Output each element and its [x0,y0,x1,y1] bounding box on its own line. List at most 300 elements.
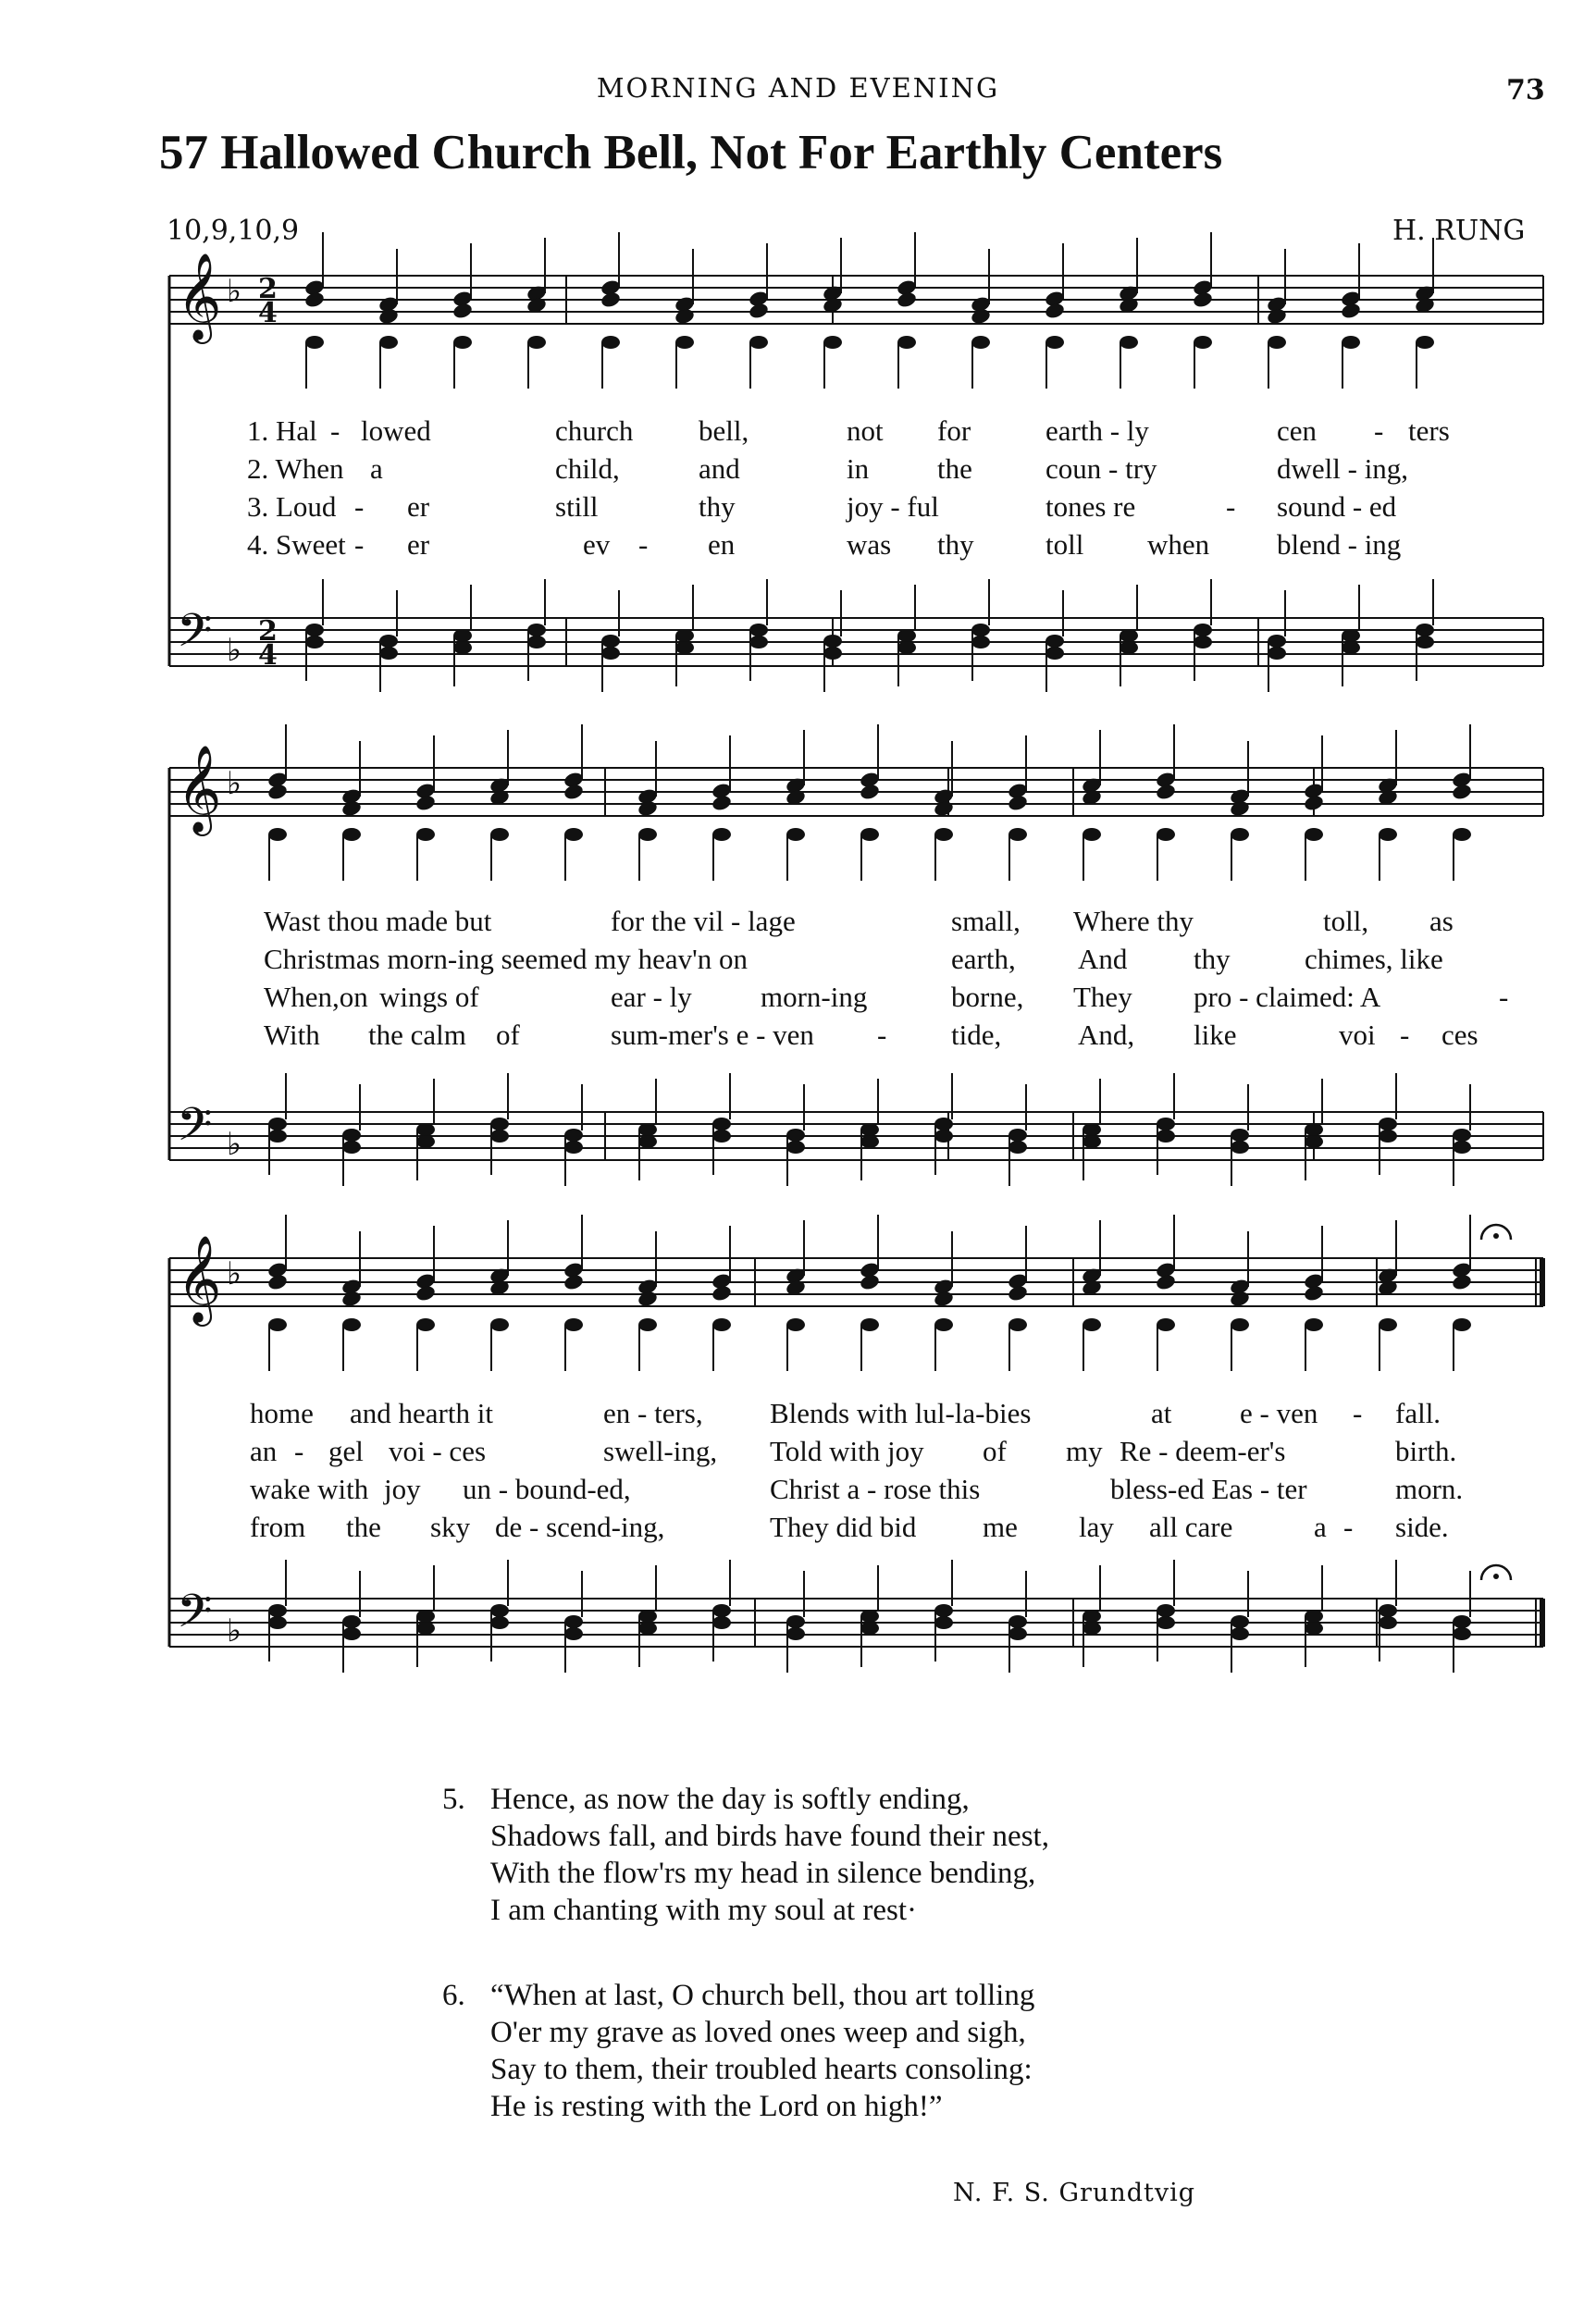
bass-notehead [1008,1129,1027,1142]
lyric-syllable: swell-ing, [603,1435,718,1467]
lyric-syllable: when [1147,528,1210,561]
alto-notehead [1194,336,1212,349]
bass-notehead-harmony [416,1135,435,1148]
lyric-syllable: - [330,414,340,447]
bass-notehead [897,629,916,642]
bass-notehead-harmony [564,1141,583,1154]
bass-notehead [1083,1610,1101,1623]
alto-notehead [971,336,990,349]
alto-notehead [1305,1318,1323,1331]
bass-notehead [564,1129,583,1142]
treble-clef: 𝄞 [177,745,222,833]
alto-notehead [416,1318,435,1331]
alto-notehead [564,828,583,841]
lyric-syllable: - [1343,1511,1354,1543]
bass-notehead-harmony [1305,1622,1323,1635]
alto-notehead [1120,336,1138,349]
lyric-syllable: Where thy [1073,905,1194,937]
alto-notehead [1008,828,1027,841]
bass-notehead-harmony [860,1622,879,1635]
bass-notehead [453,629,472,642]
bass-notehead-harmony [1083,1135,1101,1148]
bass-notehead [1157,1604,1175,1617]
lyric-syllable: toll [1045,528,1084,561]
lyric-syllable: ces [1441,1019,1478,1051]
lyric-syllable: an [250,1435,278,1467]
treble-notehead-harmony [1044,302,1066,320]
treble-notehead-harmony [414,1284,437,1303]
alto-notehead [268,828,287,841]
lyric-syllable: still [555,490,599,523]
bass-notehead [1045,635,1064,648]
lyric-syllable: They [1073,981,1132,1013]
lyric-syllable: - [1353,1397,1363,1429]
alto-notehead [1453,1318,1471,1331]
bass-notehead-harmony [379,647,398,660]
treble-notehead-harmony [1340,302,1362,320]
treble-notehead-harmony [452,302,474,320]
bass-notehead [1453,1129,1471,1142]
bass-notehead-harmony [1083,1622,1101,1635]
bass-notehead [749,624,768,636]
bass-notehead [1342,629,1360,642]
treble-notehead-harmony [1155,1273,1177,1291]
treble-notehead-harmony [859,783,881,801]
treble-notehead-harmony [1007,794,1029,812]
alto-notehead [1342,336,1360,349]
alto-notehead [527,336,546,349]
lyric-syllable: as [1429,905,1454,937]
bass-notehead-harmony [1453,1141,1471,1154]
treble-notehead-harmony [1451,1273,1473,1291]
stanza-line: Hence, as now the day is softly ending, [490,1783,970,1816]
alto-notehead [1231,1318,1249,1331]
lyric-syllable: - [638,528,649,561]
bass-notehead [416,1123,435,1136]
stanza-line: Say to them, their troubled hearts consoling: [490,2053,1033,2086]
bass-notehead-harmony [1342,641,1360,654]
bass-notehead [638,1123,657,1136]
bass-notehead-harmony [305,636,324,649]
stanza-line: He is resting with the Lord on high!” [490,2090,943,2123]
stanza-line: With the flow'rs my head in silence bending, [490,1857,1036,1890]
lyric-syllable: ters [1408,414,1450,447]
lyric-syllable: borne, [951,981,1024,1013]
alto-notehead [342,828,361,841]
lyric-syllable: a [1314,1511,1327,1543]
treble-notehead-harmony [637,799,659,818]
alto-notehead [601,336,620,349]
bass-notehead [786,1129,805,1142]
lyric-syllable: - [354,528,365,561]
lyric-syllable: - [877,1019,887,1051]
bass-notehead-harmony [1379,1130,1397,1143]
alto-notehead [749,336,768,349]
bass-clef: 𝄢 [177,1098,213,1163]
alto-notehead [1083,1318,1101,1331]
alto-notehead [823,336,842,349]
lyric-syllable: - [354,490,365,523]
stanza-number: 6. [442,1979,465,2012]
lyric-syllable: morn. [1395,1473,1464,1505]
treble-notehead-harmony [1155,783,1177,801]
treble-notehead-harmony [1229,1290,1251,1308]
treble-notehead-harmony [377,307,400,326]
bass-notehead [1083,1123,1101,1136]
bass-notehead [601,635,620,648]
bass-notehead [342,1129,361,1142]
bass-notehead [490,1604,509,1617]
lyric-syllable: of [983,1435,1007,1467]
alto-notehead [453,336,472,349]
key-signature-flat: ♭ [227,765,242,802]
treble-notehead-harmony [859,1273,881,1291]
alto-notehead [638,1318,657,1331]
lyric-syllable: voi - ces [389,1435,487,1467]
lyric-syllable: en - ters, [603,1397,703,1429]
bass-notehead-harmony [564,1627,583,1640]
lyric-syllable: Re - deem-er's [1120,1435,1286,1467]
treble-notehead-harmony [1007,1284,1029,1303]
lyric-syllable: earth - ly [1045,414,1149,447]
bass-notehead [675,629,694,642]
lyric-syllable: at [1151,1397,1172,1429]
treble-notehead-harmony [933,799,955,818]
fermata-dot [1493,1233,1499,1239]
lyric-syllable: my [1066,1435,1103,1467]
bass-notehead [1231,1615,1249,1628]
alto-notehead [564,1318,583,1331]
bass-notehead [564,1615,583,1628]
lyric-syllable: Blends with lul-la-bies [770,1397,1032,1429]
lyric-syllable: was [847,528,892,561]
bass-notehead [638,1610,657,1623]
lyric-syllable: joy [384,1473,421,1505]
bass-notehead-harmony [601,647,620,660]
alto-notehead [1305,828,1323,841]
treble-notehead-harmony [340,799,363,818]
hymn-number: 57 [159,126,208,179]
lyric-syllable: earth, [951,943,1016,975]
treble-notehead-harmony [414,794,437,812]
lyric-syllable: from [250,1511,306,1543]
lyric-syllable: When,on [264,981,368,1013]
lyric-syllable: me [983,1511,1018,1543]
lyric-syllable: wings of [379,981,479,1013]
alto-notehead [786,1318,805,1331]
bass-notehead [786,1615,805,1628]
lyric-syllable: thy [937,528,974,561]
bass-notehead-harmony [1231,1627,1249,1640]
lyric-syllable: the [346,1511,381,1543]
bass-notehead [268,1118,287,1130]
lyric-syllable: - [1374,414,1384,447]
bass-notehead [490,1118,509,1130]
bass-notehead-harmony [527,636,546,649]
lyric-syllable: and [699,452,740,485]
lyric-syllable: for [937,414,971,447]
bass-notehead-harmony [934,1616,953,1629]
bass-notehead-harmony [638,1622,657,1635]
alto-notehead [1083,828,1101,841]
alto-notehead [1231,828,1249,841]
key-signature-flat: ♭ [227,1612,242,1649]
bass-notehead [860,1610,879,1623]
treble-notehead-harmony [674,307,696,326]
bass-notehead-harmony [1194,636,1212,649]
lyric-syllable: all care [1149,1511,1233,1543]
bass-notehead-harmony [860,1135,879,1148]
running-head: MORNING AND EVENING [596,72,1000,104]
lyric-syllable: Wast thou made but [264,905,492,937]
alto-notehead [1045,336,1064,349]
lyric-syllable: pro - claimed: A [1194,981,1381,1013]
lyric-syllable: They did bid [770,1511,917,1543]
treble-notehead-harmony [266,1273,289,1291]
bass-notehead-harmony [453,641,472,654]
stanza-line: “When at last, O church bell, thou art tolling [490,1979,1035,2012]
bass-notehead-harmony [1008,1141,1027,1154]
stanza-number: 5. [442,1783,465,1816]
lyric-syllable: And [1078,943,1128,975]
time-signature-top: 2 [258,615,278,648]
lyric-syllable: small, [951,905,1021,937]
hymn-composer: H. RUNG [1392,215,1526,247]
treble-notehead-harmony [933,1290,955,1308]
bass-notehead-harmony [1268,647,1286,660]
final-barline-thick [1540,1599,1545,1647]
bass-notehead-harmony [786,1141,805,1154]
lyric-syllable: like [1194,1019,1237,1051]
bass-notehead-harmony [1157,1130,1175,1143]
bass-notehead [1305,1123,1323,1136]
alto-notehead [860,828,879,841]
bass-notehead [712,1118,731,1130]
lyric-syllable: dwell - ing, [1277,452,1409,485]
lyric-syllable: blend - ing [1277,528,1402,561]
lyric-syllable: not [847,414,884,447]
key-signature-flat: ♭ [227,1126,242,1163]
lyric-syllable: lowed [361,414,431,447]
lyric-syllable: de - scend-ing, [495,1511,665,1543]
lyric-syllable: voi [1339,1019,1376,1051]
lyric-syllable: er [407,528,430,561]
treble-notehead-harmony [1229,799,1251,818]
lyric-syllable: 4. Sweet [247,528,346,561]
alto-notehead [1416,336,1434,349]
treble-notehead-harmony [303,290,326,309]
lyric-syllable: tones re [1045,490,1136,523]
alto-notehead [1379,1318,1397,1331]
treble-notehead-harmony [1451,783,1473,801]
alto-notehead [934,1318,953,1331]
treble-notehead-harmony [1303,794,1325,812]
lyric-syllable: - [1400,1019,1410,1051]
bass-notehead [268,1604,287,1617]
alto-notehead [490,828,509,841]
lyric-syllable: ear - ly [611,981,692,1013]
bass-notehead [1157,1118,1175,1130]
bass-clef: 𝄢 [177,1585,213,1649]
lyric-syllable: a [370,452,383,485]
bass-notehead [416,1610,435,1623]
lyric-syllable: home [250,1397,314,1429]
lyric-syllable: - [294,1435,304,1467]
bass-notehead-harmony [638,1135,657,1148]
treble-notehead-harmony [711,794,733,812]
treble-notehead-harmony [748,302,770,320]
bass-notehead-harmony [1416,636,1434,649]
lyric-syllable: bless-ed Eas - ter [1110,1473,1307,1505]
bass-notehead-harmony [971,636,990,649]
final-barline-thick [1540,1258,1545,1306]
lyric-syllable: child, [555,452,620,485]
bass-notehead [1379,1604,1397,1617]
treble-notehead-harmony [563,1273,585,1291]
alto-notehead [860,1318,879,1331]
page-number: 73 [1506,74,1545,106]
lyric-syllable: chimes, like [1305,943,1443,975]
bass-notehead-harmony [1379,1616,1397,1629]
alto-notehead [638,828,657,841]
lyric-syllable: of [496,1019,520,1051]
alto-notehead [712,828,731,841]
hymn-author: N. F. S. Grundtvig [953,2179,1196,2207]
alto-notehead [1268,336,1286,349]
bass-notehead [823,635,842,648]
alto-notehead [934,828,953,841]
lyric-syllable: fall. [1395,1397,1441,1429]
lyric-syllable: er [407,490,430,523]
bass-notehead-harmony [1045,647,1064,660]
bass-notehead [527,624,546,636]
bass-notehead-harmony [749,636,768,649]
lyric-syllable: gel [328,1435,364,1467]
bass-notehead-harmony [268,1130,287,1143]
bass-notehead-harmony [897,641,916,654]
bass-notehead-harmony [1008,1627,1027,1640]
treble-notehead-harmony [600,290,622,309]
alto-notehead [379,336,398,349]
fermata-dot [1493,1574,1499,1579]
lyric-syllable: wake with [250,1473,369,1505]
bass-clef: 𝄢 [177,604,213,669]
bass-notehead-harmony [490,1130,509,1143]
hymn-meter: 10,9,10,9 [167,215,300,247]
alto-notehead [897,336,916,349]
lyric-syllable: Christ a - rose this [770,1473,981,1505]
treble-notehead-harmony [896,290,918,309]
alto-notehead [1379,828,1397,841]
bass-notehead-harmony [786,1627,805,1640]
lyric-syllable: sum-mer's e - ven [611,1019,814,1051]
bass-notehead [1379,1118,1397,1130]
lyric-syllable: 2. When [247,452,344,485]
lyric-syllable: 1. Hal [247,414,317,447]
stanza-line: Shadows fall, and birds have found their nest, [490,1820,1049,1853]
lyric-syllable: bell, [699,414,749,447]
bass-notehead [934,1604,953,1617]
bass-notehead-harmony [675,641,694,654]
stanza-line: I am chanting with my soul at rest· [490,1894,917,1927]
bass-notehead [934,1118,953,1130]
bass-notehead [1194,624,1212,636]
bass-notehead-harmony [1453,1627,1471,1640]
bass-notehead-harmony [823,647,842,660]
hymn-title-text: Hallowed Church Bell, Not For Earthly Centers [220,126,1223,179]
alto-notehead [1157,1318,1175,1331]
bass-notehead-harmony [490,1616,509,1629]
bass-notehead [1231,1129,1249,1142]
alto-notehead [786,828,805,841]
lyric-syllable: - [1499,981,1509,1013]
lyric-syllable: coun - try [1045,452,1157,485]
lyric-syllable: Told with joy [770,1435,924,1467]
bass-notehead-harmony [1305,1135,1323,1148]
bass-notehead [1305,1610,1323,1623]
bass-notehead [342,1615,361,1628]
lyric-syllable: the [937,452,972,485]
lyric-syllable: sky [430,1511,471,1543]
treble-notehead-harmony [637,1290,659,1308]
bass-notehead [1453,1615,1471,1628]
treble-notehead-harmony [1303,1284,1325,1303]
treble-clef: 𝄞 [177,1235,222,1323]
stanza-line: O'er my grave as loved ones weep and sigh, [490,2016,1026,2049]
bass-notehead-harmony [934,1130,953,1143]
bass-notehead [712,1604,731,1617]
lyric-syllable: toll, [1323,905,1369,937]
lyric-syllable: sound - ed [1277,490,1397,523]
treble-notehead-harmony [340,1290,363,1308]
bass-notehead-harmony [712,1616,731,1629]
alto-notehead [675,336,694,349]
bass-notehead [1416,624,1434,636]
alto-notehead [416,828,435,841]
key-signature-flat: ♭ [227,1255,242,1292]
bass-notehead-harmony [1157,1616,1175,1629]
bass-notehead-harmony [1231,1141,1249,1154]
lyric-syllable: Christmas morn-ing seemed my heav'n on [264,943,749,975]
lyric-syllable: lay [1079,1511,1114,1543]
key-signature-flat: ♭ [227,273,242,310]
lyric-syllable: And, [1078,1019,1135,1051]
lyric-syllable: morn-ing [761,981,868,1013]
bass-notehead [305,624,324,636]
treble-notehead-harmony [1266,307,1288,326]
lyric-syllable: birth. [1395,1435,1457,1467]
treble-notehead-harmony [1192,290,1214,309]
treble-notehead-harmony [711,1284,733,1303]
time-signature-top: 2 [258,273,278,305]
alto-notehead [1453,828,1471,841]
alto-notehead [305,336,324,349]
bass-notehead [1268,635,1286,648]
lyric-syllable: joy - ful [847,490,939,523]
lyric-syllable: thy [699,490,736,523]
lyric-syllable: ev [583,528,611,561]
bass-notehead-harmony [1120,641,1138,654]
alto-notehead [342,1318,361,1331]
bass-notehead [971,624,990,636]
alto-notehead [1008,1318,1027,1331]
lyric-syllable: and hearth it [350,1397,493,1429]
bass-notehead [1008,1615,1027,1628]
bass-notehead [379,635,398,648]
bass-notehead-harmony [342,1141,361,1154]
lyric-syllable: tide, [951,1019,1002,1051]
lyric-syllable: church [555,414,634,447]
